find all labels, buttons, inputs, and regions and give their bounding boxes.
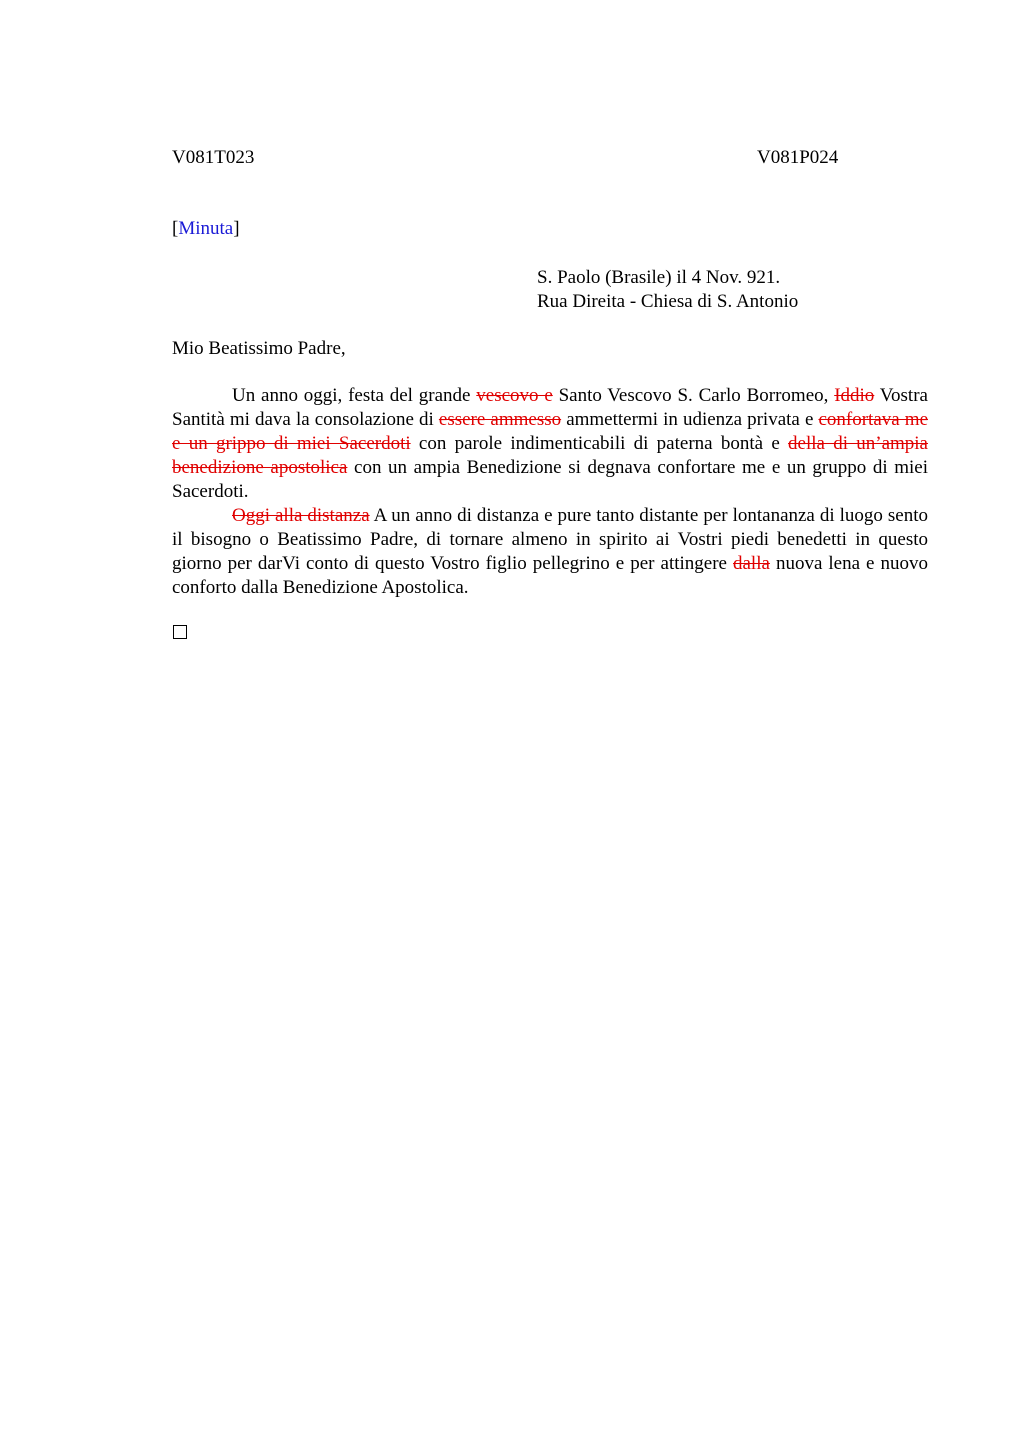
deleted-text: dalla <box>733 553 770 574</box>
text-run: nuova lena e nuovo conforto dalla Benedizione Apostolica. <box>172 553 928 598</box>
text-run: ammettermi in udienza privata e <box>561 409 819 430</box>
text-run: A un anno di distanza e pure tanto distante per lontananza di luogo sento il bisogno o Beatissimo Padre, di tornare almeno in spirito ai Vostri piedi benedetti in questo giorno per darVi conto di questo Vostro figlio pellegrino e per attingere <box>172 505 928 574</box>
document-code-right: V081P024 <box>757 147 839 168</box>
paragraph-1 <box>172 384 928 504</box>
salutation: Mio Beatissimo Padre, <box>172 338 346 359</box>
address-line: Rua Direita - Chiesa di S. Antonio <box>537 291 799 312</box>
text-run: con parole indimenticabili di paterna bontà e <box>410 433 789 454</box>
place-date-block <box>537 266 798 314</box>
paragraph-2 <box>172 504 928 600</box>
deleted-text: essere ammesso <box>438 409 562 430</box>
minuta-close-bracket: ] <box>233 218 240 239</box>
deleted-text: confortava me e un grippo di miei Sacerdoti <box>172 409 928 454</box>
text-run: Un anno oggi, festa del grande <box>232 385 477 406</box>
deleted-text: della di un’ampia benedizione apostolica <box>172 433 928 478</box>
place-date-line: S. Paolo (Brasile) il 4 Nov. 921. <box>537 267 781 288</box>
minuta-open-bracket: [ <box>172 218 179 239</box>
deleted-text: Oggi alla distanza <box>232 505 370 526</box>
text-run: Santo Vescovo S. Carlo Borromeo, <box>552 385 835 406</box>
document-code-left: V081T023 <box>172 147 255 168</box>
text-run: Vostra Santità mi dava la consolazione di <box>172 385 928 430</box>
square-box-icon <box>173 625 187 639</box>
deleted-text: Iddio <box>834 385 875 406</box>
minuta-label <box>172 217 240 241</box>
letter-body <box>172 384 928 600</box>
text-run: con un ampia Benedizione si degnava confortare me e un gruppo di miei Sacerdoti. <box>172 457 928 502</box>
deleted-text: vescovo e <box>476 385 553 406</box>
minuta-link[interactable]: Minuta <box>178 218 234 239</box>
